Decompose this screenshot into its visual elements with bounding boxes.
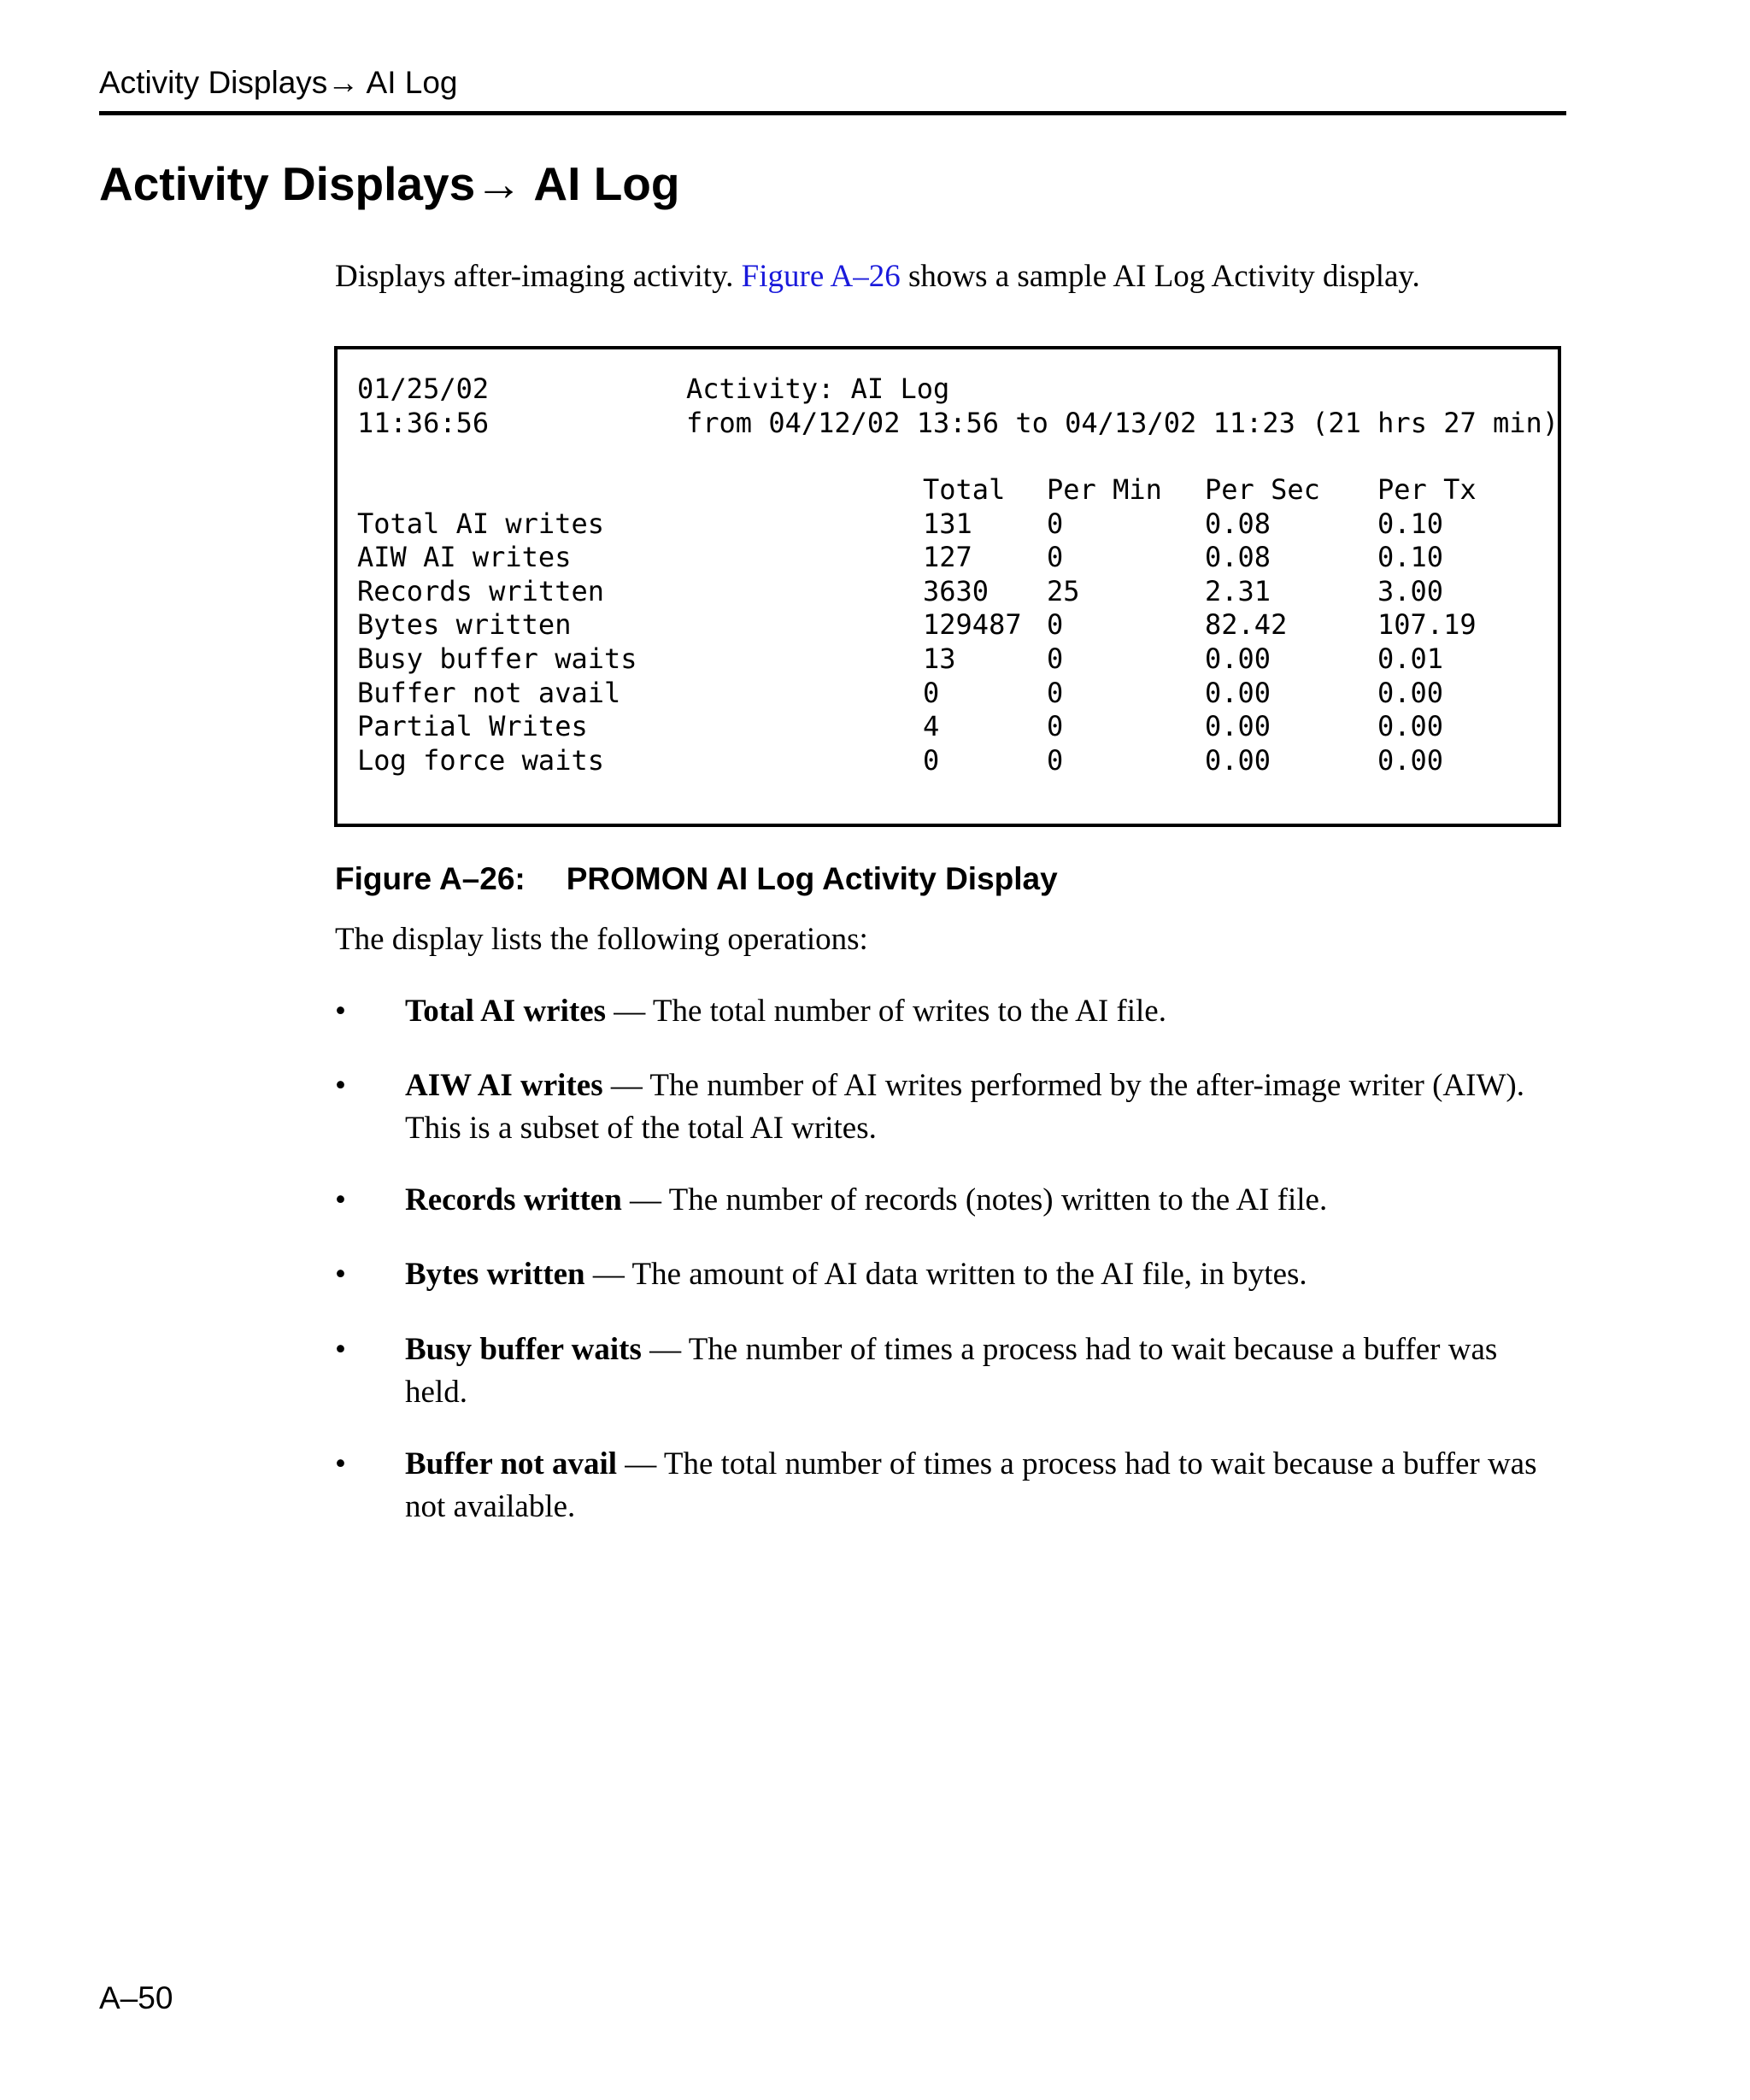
- row-label: Records written: [357, 575, 604, 607]
- row-value: 0.10: [1377, 507, 1444, 540]
- row-value: 129487: [923, 608, 1022, 641]
- bullet-term: Records written: [405, 1182, 622, 1217]
- row-value: 127: [923, 541, 972, 573]
- bullet-text: [405, 1329, 1565, 1414]
- bullet-description: — The number of times a process had to wait because a buffer was held.: [405, 1332, 1498, 1410]
- intro-text-after: shows a sample AI Log Activity display.: [900, 259, 1420, 294]
- row-value: 131: [923, 507, 972, 540]
- row-label: Busy buffer waits: [357, 642, 637, 675]
- figure-number: Figure A–26:: [335, 861, 526, 896]
- row-value: 13: [923, 642, 956, 675]
- column-header: Per Sec: [1205, 473, 1320, 506]
- row-label: Log force waits: [357, 744, 604, 777]
- list-item: [335, 1179, 1565, 1222]
- row-value: 3.00: [1377, 575, 1444, 607]
- row-label: Buffer not avail: [357, 677, 621, 709]
- display-date: 01/25/02: [357, 372, 490, 405]
- bullet-dot: •: [335, 1257, 346, 1292]
- row-value: 0.10: [1377, 541, 1444, 573]
- column-header: Total: [923, 473, 1006, 506]
- row-value: 0.01: [1377, 642, 1444, 675]
- intro-paragraph: [335, 258, 1420, 296]
- bullet-description: — The total number of times a process had to wait because a buffer was not available.: [405, 1446, 1537, 1524]
- lead-text: The display lists the following operations:: [335, 922, 868, 957]
- running-header: Activity Displays→ AI Log: [99, 65, 458, 100]
- bullet-text: [405, 1179, 1565, 1222]
- row-value: 0.00: [1205, 677, 1271, 709]
- row-value: 4: [923, 710, 940, 742]
- promon-display: [334, 346, 1561, 827]
- list-item: [335, 1253, 1565, 1296]
- list-item: [335, 990, 1565, 1033]
- row-value: 82.42: [1205, 608, 1288, 641]
- row-value: 0.00: [1377, 744, 1444, 777]
- bullet-term: Buffer not avail: [405, 1446, 618, 1481]
- row-value: 0.00: [1205, 710, 1271, 742]
- figure-title: PROMON AI Log Activity Display: [566, 861, 1058, 896]
- column-header: Per Min: [1047, 473, 1162, 506]
- row-value: 0: [1047, 507, 1064, 540]
- bullet-text: [405, 1253, 1565, 1296]
- row-value: 0.08: [1205, 507, 1271, 540]
- figure-caption: [335, 863, 1058, 895]
- row-value: 0: [923, 744, 940, 777]
- row-value: 0: [1047, 744, 1064, 777]
- list-item: [335, 1329, 1565, 1414]
- row-value: 0: [1047, 608, 1064, 641]
- row-value: 0: [1047, 541, 1064, 573]
- list-item: [335, 1443, 1565, 1528]
- bullet-text: [405, 1065, 1565, 1150]
- row-value: 107.19: [1377, 608, 1477, 641]
- list-item: [335, 1065, 1565, 1150]
- row-value: 0.00: [1205, 744, 1271, 777]
- row-value: 0.00: [1377, 677, 1444, 709]
- row-label: Total AI writes: [357, 507, 604, 540]
- row-value: 0: [923, 677, 940, 709]
- row-value: 2.31: [1205, 575, 1271, 607]
- row-value: 0.00: [1377, 710, 1444, 742]
- column-header: Per Tx: [1377, 473, 1477, 506]
- bullet-description: — The number of AI writes performed by the after-image writer (AIW). This is a subset of the total AI writes.: [405, 1068, 1524, 1146]
- bullet-text: [405, 990, 1565, 1033]
- row-label: Partial Writes: [357, 710, 588, 742]
- bullet-dot: •: [335, 1068, 346, 1103]
- bullet-description: — The number of records (notes) written to the AI file.: [621, 1182, 1328, 1217]
- row-value: 0: [1047, 677, 1064, 709]
- bullet-term: AIW AI writes: [405, 1068, 603, 1103]
- page-title: Activity Displays→ AI Log: [99, 157, 680, 210]
- row-value: 0: [1047, 642, 1064, 675]
- bullet-term: Total AI writes: [405, 994, 607, 1029]
- bullet-description: — The total number of writes to the AI file.: [606, 994, 1166, 1029]
- display-activity-line: Activity: AI Log: [686, 372, 950, 405]
- bullet-term: Bytes written: [405, 1257, 585, 1292]
- row-value: 25: [1047, 575, 1080, 607]
- bullet-dot: •: [335, 994, 346, 1029]
- row-value: 0.08: [1205, 541, 1271, 573]
- bullet-dot: •: [335, 1446, 346, 1481]
- row-label: Bytes written: [357, 608, 572, 641]
- bullet-text: [405, 1443, 1565, 1528]
- bullet-term: Busy buffer waits: [405, 1332, 642, 1367]
- bullet-dot: •: [335, 1332, 346, 1367]
- bullet-dot: •: [335, 1182, 346, 1217]
- figure-link[interactable]: Figure A–26: [741, 259, 901, 294]
- row-value: 0: [1047, 710, 1064, 742]
- bullet-description: — The amount of AI data written to the AI file, in bytes.: [584, 1257, 1307, 1292]
- row-label: AIW AI writes: [357, 541, 572, 573]
- page-number: A–50: [99, 1980, 173, 2015]
- header-rule: [99, 111, 1566, 115]
- display-time: 11:36:56: [357, 407, 490, 439]
- display-range-line: from 04/12/02 13:56 to 04/13/02 11:23 (21 hrs 27 min): [686, 407, 1559, 439]
- row-value: 3630: [923, 575, 990, 607]
- row-value: 0.00: [1205, 642, 1271, 675]
- intro-text-before: Displays after-imaging activity.: [335, 259, 742, 294]
